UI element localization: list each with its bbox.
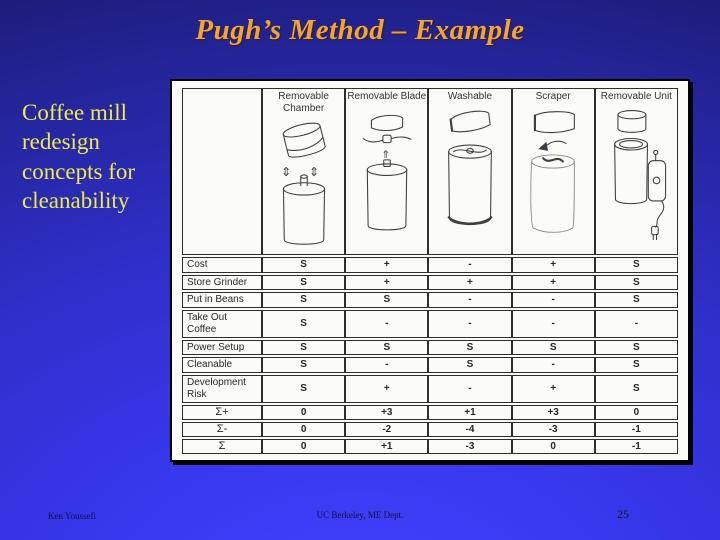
summary-cell: -3 xyxy=(428,439,511,454)
summary-cell: -1 xyxy=(595,439,678,454)
criterion-label: Development Risk xyxy=(182,375,262,403)
summary-cell: 0 xyxy=(262,422,345,437)
rating-cell: S xyxy=(345,292,428,308)
summary-cell: 0 xyxy=(262,405,345,420)
removable-unit-drawing xyxy=(598,104,674,242)
rating-cell: S xyxy=(262,340,345,356)
svg-text:⇑: ⇑ xyxy=(381,147,390,161)
rating-cell: S xyxy=(595,292,678,308)
rating-cell: S xyxy=(262,310,345,338)
rating-cell: - xyxy=(428,375,511,403)
summary-cell: +1 xyxy=(345,439,428,454)
summary-label: Σ+ xyxy=(182,405,262,420)
rating-cell: - xyxy=(428,257,511,273)
rating-cell: + xyxy=(345,257,428,273)
criterion-row xyxy=(182,375,678,403)
rating-cell: - xyxy=(345,310,428,338)
rating-cell: S xyxy=(595,257,678,273)
summary-cell: 0 xyxy=(595,405,678,420)
summary-cell: -3 xyxy=(512,422,595,437)
concept-column-removable-chamber xyxy=(262,88,345,255)
criterion-row xyxy=(182,275,678,291)
concept-name: Removable Blade xyxy=(347,91,427,102)
concept-column-removable-unit xyxy=(595,88,678,255)
rating-cell: S xyxy=(595,357,678,373)
summary-cell: +3 xyxy=(345,405,428,420)
summary-cell: +1 xyxy=(428,405,511,420)
summary-row xyxy=(182,439,678,454)
concept-column-removable-blade xyxy=(345,88,428,255)
rating-cell: + xyxy=(345,375,428,403)
rating-cell: S xyxy=(262,275,345,291)
concept-column-washable xyxy=(428,88,511,255)
concept-name: Scraper xyxy=(535,91,571,102)
concept-name: Removable Unit xyxy=(600,91,672,102)
criterion-row xyxy=(182,357,678,373)
summary-row xyxy=(182,422,678,437)
criterion-row xyxy=(182,310,678,338)
rating-cell: + xyxy=(512,257,595,273)
summary-label: Σ xyxy=(182,439,262,454)
criterion-label: Power Setup xyxy=(182,340,262,356)
criterion-row xyxy=(182,340,678,356)
rating-cell: S xyxy=(345,340,428,356)
summary-cell: 0 xyxy=(262,439,345,454)
rating-cell: + xyxy=(428,275,511,291)
side-note: Coffee mill redesign concepts for cleanability xyxy=(22,100,136,214)
summary-cell: 0 xyxy=(512,439,595,454)
footer-author: Ken Youssefi xyxy=(48,511,97,521)
scraper-drawing xyxy=(515,104,591,242)
criterion-label: Store Grinder xyxy=(182,275,262,291)
pugh-matrix-table xyxy=(182,86,678,456)
rating-cell: S xyxy=(428,340,511,356)
svg-text:⇕: ⇕ xyxy=(308,164,319,179)
concept-name: Washable xyxy=(447,91,493,102)
criterion-label: Cleanable xyxy=(182,357,262,373)
rating-cell: S xyxy=(595,340,678,356)
summary-cell: -1 xyxy=(595,422,678,437)
rating-cell: S xyxy=(262,257,345,273)
rating-cell: - xyxy=(345,357,428,373)
summary-row xyxy=(182,405,678,420)
removable-blade-drawing xyxy=(349,104,425,242)
footer-department: UC Berkeley, ME Dept. xyxy=(316,510,404,520)
rating-cell: - xyxy=(428,292,511,308)
rating-cell: S xyxy=(262,375,345,403)
criterion-row xyxy=(182,292,678,308)
rating-cell: + xyxy=(345,275,428,291)
svg-text:⇕: ⇕ xyxy=(280,164,291,179)
criterion-label: Take Out Coffee xyxy=(182,310,262,338)
summary-label: Σ- xyxy=(182,422,262,437)
criterion-label: Cost xyxy=(182,257,262,273)
concept-name: Removable Chamber xyxy=(278,91,329,114)
rating-cell: - xyxy=(595,310,678,338)
rating-cell: + xyxy=(512,275,595,291)
rating-cell: S xyxy=(262,357,345,373)
criterion-label: Put in Beans xyxy=(182,292,262,308)
rating-cell: S xyxy=(512,340,595,356)
rating-cell: - xyxy=(512,310,595,338)
summary-cell: -4 xyxy=(428,422,511,437)
pugh-matrix-panel xyxy=(170,79,690,462)
rating-cell: - xyxy=(428,310,511,338)
criteria-column-header xyxy=(182,88,262,255)
rating-cell: - xyxy=(512,292,595,308)
rating-cell: S xyxy=(595,375,678,403)
summary-cell: -2 xyxy=(345,422,428,437)
rating-cell: S xyxy=(428,357,511,373)
concept-column-scraper xyxy=(512,88,595,255)
summary-cell: +3 xyxy=(512,405,595,420)
removable-chamber-drawing xyxy=(266,115,342,253)
header-row xyxy=(182,88,678,255)
rating-cell: S xyxy=(262,292,345,308)
washable-drawing xyxy=(432,104,508,242)
slide-title: Pugh’s Method – Example xyxy=(195,14,525,46)
rating-cell: - xyxy=(512,357,595,373)
rating-cell: + xyxy=(512,375,595,403)
rating-cell: S xyxy=(595,275,678,291)
criterion-row xyxy=(182,257,678,273)
footer-page-number: 25 xyxy=(617,507,629,521)
